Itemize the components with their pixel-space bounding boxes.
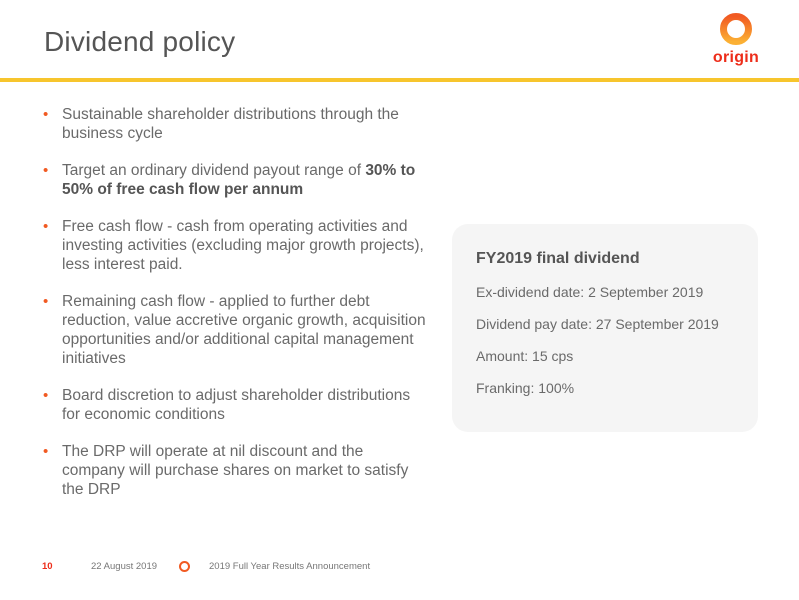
bold-text: 30% to 50% of free cash flow per annum bbox=[62, 162, 416, 198]
list-item: • The DRP will operate at nil discount and the company will purchase shares on market to satisfy the DRP bbox=[43, 443, 409, 498]
footer bbox=[0, 560, 799, 576]
page-number: 10 bbox=[42, 561, 53, 572]
footer-date: 22 August 2019 bbox=[91, 561, 158, 572]
card-title: FY2019 final dividend bbox=[476, 250, 640, 267]
bullet-icon: • bbox=[43, 218, 49, 235]
bullet-icon: • bbox=[43, 162, 49, 179]
bullet-icon: • bbox=[43, 443, 49, 460]
list-item: • Target an ordinary dividend payout range of 30% to 50% of free cash flow per annum bbox=[43, 162, 416, 198]
ex-dividend-date: Ex-dividend date: 2 September 2019 bbox=[476, 284, 704, 300]
pay-date: Dividend pay date: 27 September 2019 bbox=[476, 316, 719, 332]
list-item: • Board discretion to adjust shareholder distributions for economic conditions bbox=[43, 387, 411, 423]
list-item: • Remaining cash flow - applied to further debt reduction, value accretive organic growth, acquisition opportunities and/or additional capital management initiatives bbox=[43, 293, 426, 367]
list-item: • Sustainable shareholder distributions through the business cycle bbox=[43, 106, 399, 142]
logo-text: origin bbox=[712, 49, 760, 66]
list-item: • Free cash flow - cash from operating activities and investing activities (excluding major growth projects), less interest paid. bbox=[43, 218, 424, 273]
footer-text: 2019 Full Year Results Announcement bbox=[209, 561, 371, 572]
header-rule bbox=[0, 78, 799, 82]
franking: Franking: 100% bbox=[476, 380, 575, 396]
dividend-card bbox=[452, 224, 758, 432]
bullet-icon: • bbox=[43, 387, 49, 404]
bullet-icon: • bbox=[43, 106, 49, 123]
origin-logo bbox=[710, 12, 762, 70]
page-title: Dividend policy bbox=[44, 26, 236, 57]
amount: Amount: 15 cps bbox=[476, 348, 574, 364]
bullet-list bbox=[40, 105, 430, 517]
origin-sun-icon bbox=[719, 12, 753, 48]
origin-ring-icon bbox=[179, 561, 190, 572]
bullet-icon: • bbox=[43, 293, 49, 310]
